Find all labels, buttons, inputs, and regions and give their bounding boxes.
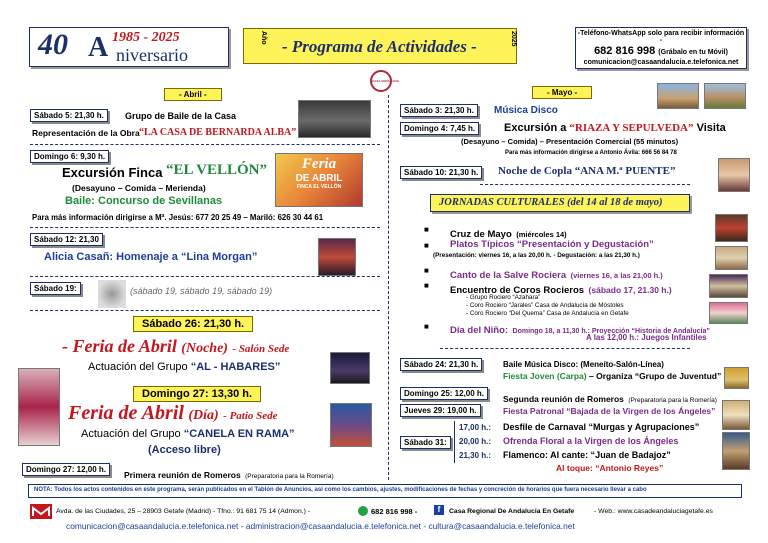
jornada-4-group-1: - Grupo Rociero “Azahara” [466, 294, 541, 301]
bullet-1: ■ [424, 225, 429, 234]
april-event-5-sub-name: “AL - HABARES” [190, 361, 281, 373]
contact-phone: 682 816 998 [594, 45, 656, 57]
april-divider-2 [30, 227, 380, 228]
may-event-5-row [503, 389, 717, 407]
may-divider-1 [480, 184, 690, 185]
jornada-1-date: (miércoles 14) [516, 230, 567, 239]
coros-photo [709, 302, 748, 324]
seal-text: CASA ANDALUCÍA [372, 79, 399, 83]
april-event-7-row [124, 465, 334, 483]
april-event-7-note: (Preparatoria para la Romería) [245, 473, 334, 480]
fiesta-joven-photo [724, 367, 749, 389]
feria-poster [275, 153, 363, 207]
casa-logo-mark [30, 504, 52, 519]
may-event-2-title-suffix: Visita [696, 122, 726, 134]
jornada-3-date: (viernes 16, a las 21,00 h.) [570, 271, 663, 280]
april-event-6-access: (Acceso libre) [148, 444, 221, 456]
may-event-4-title2-a: Fiesta Joven (Carpa) [503, 371, 587, 381]
cross-icon [98, 280, 126, 308]
jornada-5-title: Día del Niño: [450, 325, 509, 336]
april-event-6-title-c: - Patio Sede [223, 410, 278, 422]
footer-note-box [28, 484, 742, 498]
may-event-2-title-row [504, 122, 726, 134]
april-event-5-date: Sábado 26: 21,30 h. [133, 316, 253, 332]
jornada-1-title: Cruz de Mayo [450, 229, 512, 240]
april-event-2-date: Domingo 6: 9,30 h. [30, 150, 109, 163]
april-event-5-sub-prefix: Actuación del Grupo [88, 361, 188, 373]
program-title: - Programa de Actividades - [282, 37, 477, 56]
may-event-5-date: Domingo 25: 12,00 h. [400, 387, 488, 400]
april-event-2-dance: Baile: Concurso de Sevillanas [65, 195, 223, 207]
casa-logo [30, 504, 52, 519]
april-event-1-sub-prefix: Representación de la Obra [32, 128, 140, 138]
bullet-3: ■ [424, 266, 429, 275]
casa-seal [370, 70, 399, 92]
contact-phone-row [576, 45, 746, 57]
carnaval-photo [722, 432, 750, 470]
may-event-7-date: Sábado 31: [400, 436, 451, 449]
may-event-1-title: Música Disco [494, 105, 558, 116]
may-event-3-title: Noche de Copla “ANA M.ª PUENTE” [498, 165, 676, 177]
anniversary-years: 1985 - 2025 [112, 30, 180, 45]
may-event-2-info: Para más información dirigirse a Antonio Ávila: 666 56 84 78 [505, 150, 677, 156]
may-event-4-title2-row [503, 371, 721, 381]
may-event-7-time-3: 21,30 h.: [459, 451, 492, 460]
april-divider-3 [30, 276, 380, 277]
anniversary-number: 40 [38, 28, 68, 61]
april-event-7-title: Primera reunión de Romeros [124, 470, 241, 480]
may-event-2-date: Domingo 4: 7,45 h. [400, 122, 479, 135]
year-vertical: 2025 [510, 31, 517, 47]
flamenco-dancer-photo [18, 368, 60, 446]
may-event-4-date: Sábado 24: 21,30 h. [400, 358, 482, 371]
anniversary-initial: A [88, 32, 109, 63]
poster-line-2: DE ABRIL [295, 173, 343, 184]
april-event-4-repeat: (sábado 19, sábado 19, sábado 19) [130, 286, 273, 296]
april-event-4-date: Sábado 19: [30, 282, 81, 295]
virgen-photo [722, 400, 750, 430]
jornada-2-detail: (Presentación: viernes 16, a las 20,00 h. - Degustación: a las 21,30 h.) [433, 252, 640, 259]
jornadas-title: JORNADAS CULTURALES (del 14 al 18 de mayo) [439, 197, 663, 208]
ana-puente-photo [718, 158, 750, 192]
theatre-photo [298, 100, 371, 138]
jornadas-box [430, 194, 690, 212]
may-event-7-time-2: 20,00 h.: [459, 437, 492, 446]
platos-photo [715, 246, 748, 270]
april-event-7-date: Domingo 27: 12,00 h. [22, 463, 110, 476]
april-event-3-date: Sábado 12: 21,30 [30, 233, 103, 246]
may-event-7-event-2: Ofrenda Floral a la Virgen de los Ángeles [503, 436, 679, 446]
footer-web[interactable]: - Web.: www.casadeandaluciagetafe.es [594, 508, 713, 515]
footer-whatsapp[interactable]: 682 816 998 - [371, 507, 418, 516]
may-event-2-title-name: “RIAZA Y SEPULVEDA” [569, 122, 694, 134]
jornada-3-title: Canto de la Salve Rociera [450, 270, 567, 281]
may-event-3-date: Sábado 10: 21,30 h. [400, 166, 482, 179]
anniversary-box [29, 27, 229, 67]
jornada-5-detail-2: A las 12,00 h.: Juegos Infantiles [586, 333, 707, 342]
alhabares-photo [330, 352, 370, 384]
contact-phone-note: (Grábalo en tu Móvil) [658, 49, 728, 56]
april-event-6-sub-name: “CANELA EN RAMA” [183, 428, 295, 440]
program-title-box [243, 28, 517, 64]
april-divider-1 [30, 144, 380, 145]
bullet-2: ■ [424, 241, 429, 250]
may-event-7-time-1: 17,00 h.: [459, 423, 492, 432]
may-event-2-title-prefix: Excursión a [504, 122, 567, 134]
april-event-6-sub-prefix: Actuación del Grupo [81, 428, 181, 440]
april-event-5-title-c: - Salón Sede [232, 343, 290, 355]
may-event-6-date: Jueves 29: 19,00 h. [400, 404, 481, 417]
footer-address: Avda. de las Ciudades, 25 – 28903 Getafe (Madrid) - Tfno.: 91 681 75 14 (Admon.) - [56, 508, 311, 515]
april-event-2-sub: (Desayuno – Comida – Merienda) [72, 183, 206, 193]
canela-photo [330, 403, 372, 447]
may-event-7-event-3b: Al toque: “Antonio Reyes” [556, 463, 664, 473]
april-divider-4 [30, 310, 380, 311]
april-event-6-date: Domingo 27: 13,30 h. [133, 386, 261, 402]
riaza-photo-1 [657, 83, 699, 109]
april-event-6-title-b: (Día) [188, 408, 219, 423]
may-event-4-title2-b: – Organiza “Grupo de Juventud” [589, 371, 722, 381]
jornada-4-title: Encuentro de Coros Rocieros [450, 285, 585, 296]
contact-line: -Teléfono-WhatsApp solo para recibir información - [577, 30, 745, 44]
whatsapp-icon [358, 506, 368, 516]
riaza-photo-2 [704, 83, 746, 109]
facebook-icon: f [434, 505, 444, 515]
april-event-6-sub-row [81, 428, 295, 440]
may-label: - Mayo - [532, 86, 592, 99]
april-event-6-title-row [68, 402, 278, 425]
footer-facebook[interactable]: Casa Regional De Andalucia En Getafe [449, 508, 575, 515]
alicia-photo [318, 238, 356, 276]
salve-photo [709, 274, 748, 298]
bullet-4: ■ [424, 281, 429, 290]
footer-emails[interactable]: comunicacion@casaandalucia.e.telefonica.net - administracion@casaandalucia.e.telefonica.net - cultura@casaandalucia.e.telefonica.net [66, 521, 575, 531]
april-event-1-title: Grupo de Baile de la Casa [125, 111, 237, 121]
may-event-7-times [454, 421, 498, 463]
bullet-5: ■ [424, 322, 429, 331]
may-divider-2 [440, 348, 690, 349]
april-event-5-title-b: (Noche) [181, 341, 228, 356]
footer-note: NOTA: Todos los actos contenidos en este programa, serán publicados en el Tablón de Anuncios, así como los cambios, ajustes, modificaciones de fechas y concreción de horarios que fuera necesario llevar a cabo [34, 487, 647, 493]
jornada-4-group-3: - Coro Rociero “Del Quema” Casa de Andalucía en Getafe [466, 310, 629, 317]
april-event-6-title-a: Feria de Abril [68, 402, 184, 424]
april-event-2-title-prefix: Excursión Finca [62, 165, 163, 180]
may-event-4-title: Baile Música Disco: (Meneíto-Salón-Línea) [503, 360, 664, 369]
may-event-7-event-1: Desfile de Carnaval “Murgas y Agrupaciones” [503, 422, 700, 432]
jornada-5-detail: Domingo 18, a 11,30 h.: Proyección “Historia de Andalucía” [512, 328, 710, 335]
may-event-5-note: (Preparatoria para la Romería) [628, 397, 717, 404]
contact-email[interactable]: comunicacion@casaandalucia.e.telefonica.net [583, 59, 739, 66]
jornada-4-group-2: - Coro Rociero “Jarales” Casa de Andalucía de Móstoles [466, 302, 624, 309]
column-divider [388, 95, 389, 480]
may-event-2-sub: (Desayuno – Comida) – Presentación Comercial (55 minutos) [461, 137, 679, 146]
april-event-5-title-a: - Feria de Abril [62, 336, 177, 356]
april-event-5-sub-row [88, 361, 280, 373]
contact-box [575, 27, 747, 69]
april-event-1-sub-title: “LA CASA DE BERNARDA ALBA” [139, 127, 297, 138]
may-event-7-event-3: Flamenco: Al cante: “Juan de Badajoz” [503, 450, 671, 460]
anniversary-word: niversario [116, 45, 188, 65]
ano-label: Año [260, 31, 267, 45]
may-event-5-title: Segunda reunión de Romeros [503, 394, 624, 404]
jornada-4-date: (sábado 17, 21.30 h.) [588, 285, 672, 295]
jornada-2-title: Platos Típicos “Presentación y Degustación” [450, 239, 654, 250]
may-event-6-title: Fiesta Patronal “Bajada de la Virgen de los Ángeles” [503, 406, 716, 416]
may-event-1-date: Sábado 3: 21,30 h. [400, 104, 478, 117]
april-event-2-info: Para más información dirigirse a Mª. Jesús: 677 20 25 49 – Mariló: 626 30 44 61 [32, 213, 324, 222]
cruz-photo [715, 214, 748, 242]
april-event-5-title-row [62, 336, 289, 357]
april-event-2-title-name: “EL VELLÓN” [166, 162, 268, 178]
april-event-3-title: Alicia Casañ: Homenaje a “Lina Morgan” [44, 251, 258, 263]
poster-line-1: Feria [301, 156, 337, 172]
april-event-1-date: Sábado 5: 21,30 h. [30, 109, 108, 122]
poster-line-3: FINCA EL VELLÓN [296, 184, 342, 190]
april-label: - Abril - [164, 88, 222, 101]
